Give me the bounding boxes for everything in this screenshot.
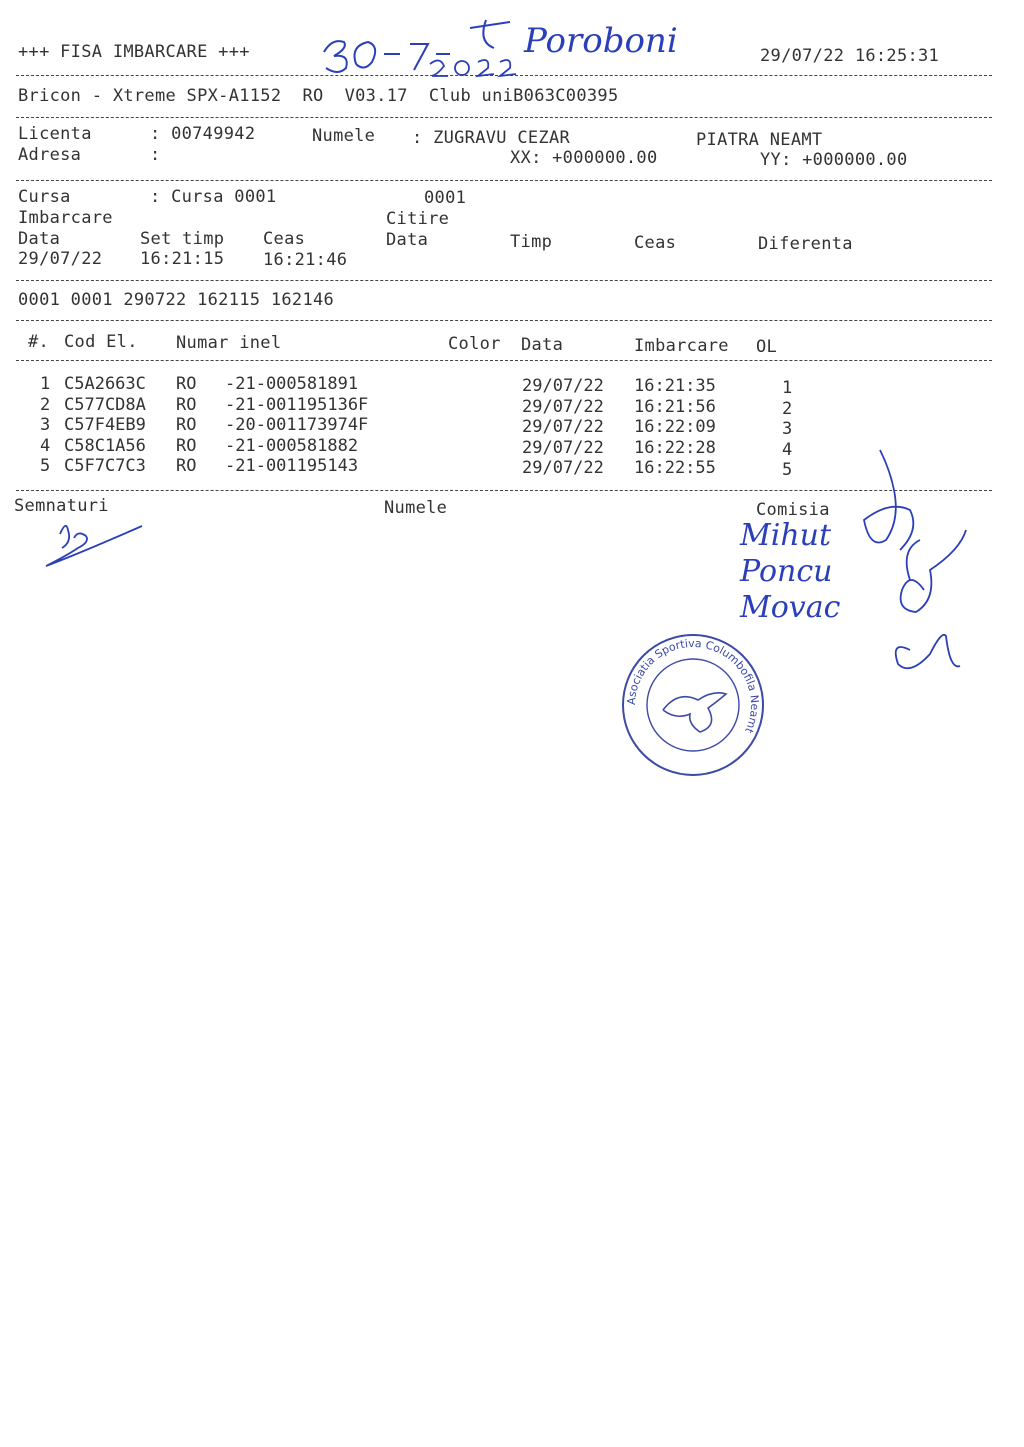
col-diferenta: Diferenta [758, 234, 853, 254]
table-cell-ol: 4 [782, 439, 793, 460]
table-cell-tara: RO [176, 415, 197, 436]
table-cell-nr: 3 [40, 415, 51, 436]
coord-yy: YY: +000000.00 [760, 150, 908, 170]
th-color: Color [448, 334, 501, 354]
table-cell-data: 29/07/22 [522, 458, 604, 479]
table-cell-nr: 4 [40, 435, 51, 456]
stamp-text: Asociatia Sportiva Columbofila Neamt [624, 636, 762, 736]
owner-city: PIATRA NEAMT [696, 130, 823, 150]
comisia-label: Comisia [756, 500, 830, 520]
table-cell-nr: 2 [40, 394, 51, 415]
table-cell-inel: -21-000581891 [225, 374, 359, 394]
citire-label: Citire [386, 209, 450, 229]
licenta-value: : 00749942 [150, 124, 256, 144]
col-data: Data [18, 229, 61, 249]
semnaturi-label: Semnaturi [14, 496, 109, 516]
table-cell-tara: RO [176, 456, 197, 477]
table-cell-ol: 3 [782, 419, 793, 440]
adresa-label: Adresa [18, 145, 82, 165]
table-cell-inel: -21-000581882 [225, 435, 359, 456]
col-ceas2: Ceas [634, 233, 677, 253]
table-cell-inel: -20-001173974F [225, 415, 369, 436]
table-cell-tara: RO [176, 374, 197, 394]
table-cell-cod: C577CD8A [64, 394, 146, 415]
imbarcare-label: Imbarcare [18, 208, 113, 228]
table-cell-nr: 5 [40, 456, 51, 477]
comisia-name-3: Movac [740, 590, 841, 625]
cursa-value: : Cursa 0001 [150, 187, 277, 207]
table-cell-ol: 5 [782, 460, 793, 481]
table-cell-inel: -21-001195143 [225, 456, 359, 477]
table-cell-data: 29/07/22 [522, 376, 604, 396]
handwritten-place: Poroboni [524, 21, 678, 61]
table-cell-data: 29/07/22 [522, 417, 604, 438]
comisia-names [740, 518, 840, 626]
table-cell-data: 29/07/22 [522, 437, 604, 458]
table-cell-ol: 1 [782, 378, 793, 398]
svg-text:Asociatia Sportiva Columbofila [625, 637, 761, 736]
th-cod: Cod El. [64, 332, 138, 352]
th-inel: Numar inel [176, 333, 282, 353]
col-ceas: Ceas [263, 229, 306, 249]
th-ol: OL [756, 337, 778, 357]
col-timp: Timp [510, 232, 553, 252]
table-cell-ora: 16:22:55 [634, 458, 716, 479]
table-cell-nr: 1 [40, 374, 51, 394]
col-citire-data: Data [386, 230, 429, 250]
handwritten-date-note [310, 12, 750, 80]
th-imbarcare: Imbarcare [634, 336, 729, 356]
th-nr: #. [28, 332, 50, 352]
print-datetime: 29/07/22 16:25:31 [760, 46, 940, 66]
val-set-timp: 16:21:15 [140, 249, 225, 269]
table-cell-ora: 16:21:56 [634, 396, 716, 417]
table-cell-tara: RO [176, 394, 197, 415]
numele-value: : ZUGRAVU CEZAR [412, 128, 571, 148]
col-set-timp: Set timp [140, 229, 225, 249]
table-cell-cod: C58C1A56 [64, 435, 146, 456]
licenta-label: Licenta [18, 124, 92, 144]
cursa-label: Cursa [18, 187, 71, 207]
race-code-line: 0001 0001 290722 162115 162146 [18, 290, 335, 310]
table-cell-data: 29/07/22 [522, 396, 604, 417]
club-stamp [618, 630, 768, 780]
comisia-name-1: Mihut [740, 518, 832, 553]
table-cell-ol: 2 [782, 398, 793, 419]
footer-numele-label: Numele [384, 498, 448, 518]
table-cell-ora: 16:21:35 [634, 376, 716, 396]
table-cell-cod: C5F7C7C3 [64, 456, 146, 477]
table-cell-inel: -21-001195136F [225, 394, 369, 415]
table-cell-ora: 16:22:09 [634, 417, 716, 438]
signature-commission [850, 440, 980, 700]
th-data: Data [521, 335, 564, 355]
table-cell-tara: RO [176, 435, 197, 456]
table-cell-cod: C5A2663C [64, 374, 146, 394]
val-ceas: 16:21:46 [263, 250, 348, 270]
table-cell-cod: C57F4EB9 [64, 415, 146, 436]
numele-label: Numele [312, 126, 376, 146]
cursa-code: 0001 [424, 188, 467, 208]
val-data: 29/07/22 [18, 249, 103, 269]
device-line: Bricon - Xtreme SPX-A1152 RO V03.17 Club uniB063C00395 [18, 86, 619, 106]
document-title: +++ FISA IMBARCARE +++ [18, 42, 250, 62]
signature-left [38, 512, 148, 572]
adresa-value: : [150, 145, 161, 165]
coord-xx: XX: +000000.00 [510, 148, 658, 168]
table-cell-ora: 16:22:28 [634, 437, 716, 458]
comisia-name-2: Poncu [740, 554, 833, 589]
